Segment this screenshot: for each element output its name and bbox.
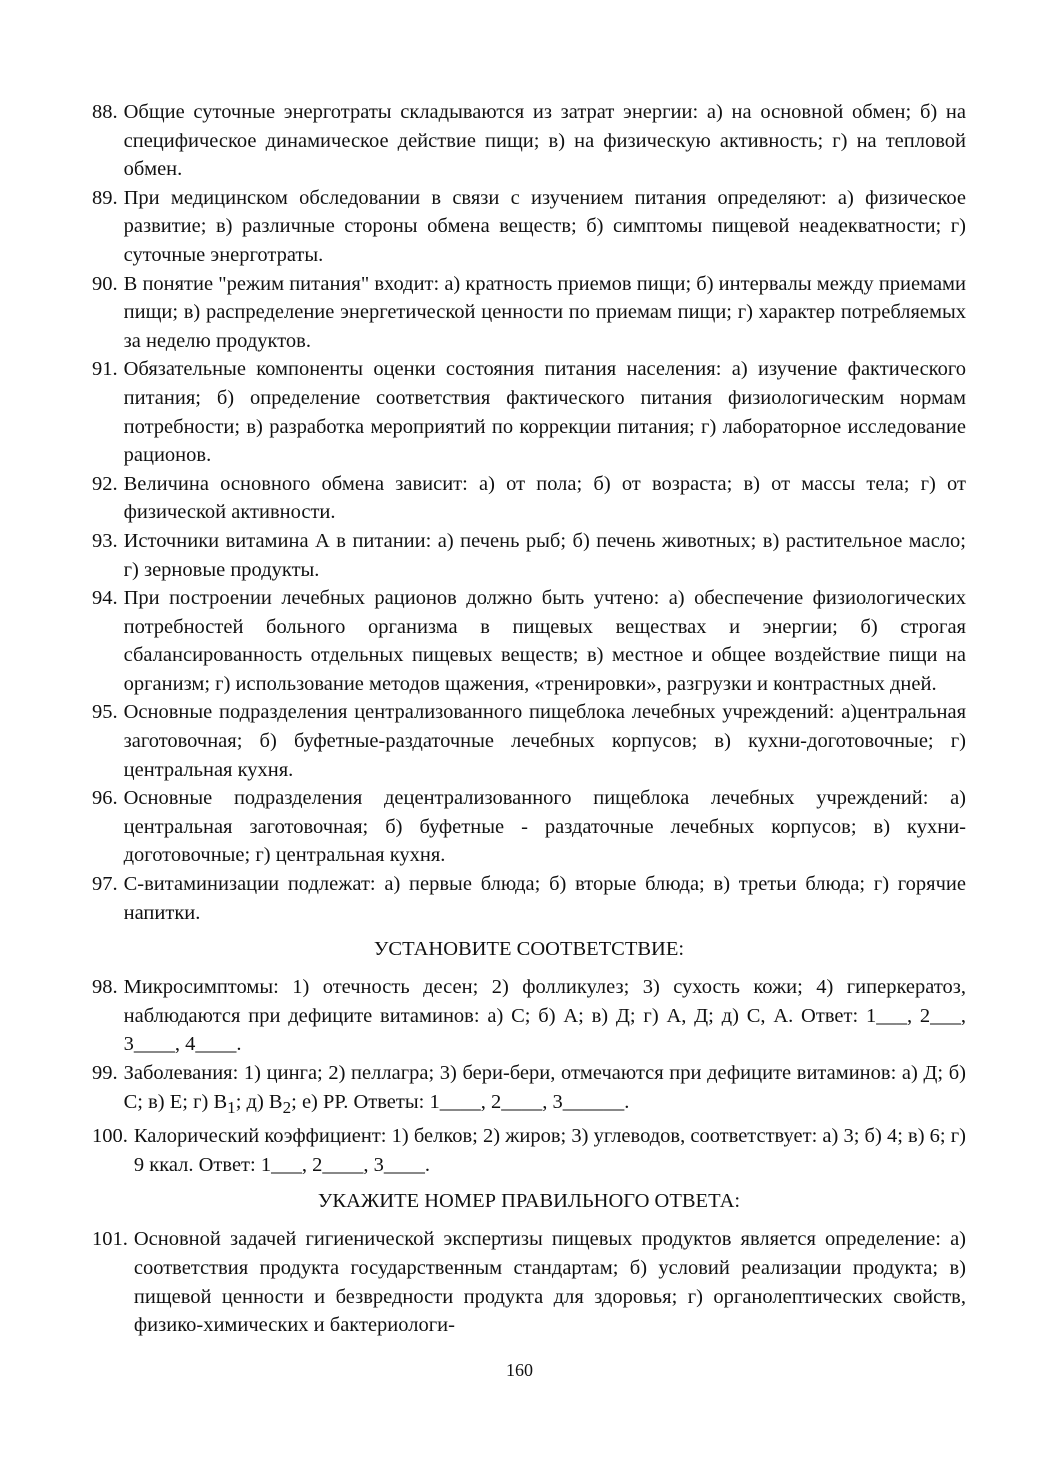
question-94 <box>92 584 966 698</box>
question-text: Микросимптомы: 1) отечность десен; 2) фолликулез; 3) сухость кожи; 4) гиперкератоз, наблюдаются при дефиците витаминов: а) С; б) А; в) Д; г) А, Д; д) С, А. Ответ: 1___, 2___, 3____, 4____. <box>123 976 966 1056</box>
question-text: Калорический коэффициент: 1) белков; 2) жиров; 3) углеводов, соответствует: а) 3; б) 4; в) 6; г) 9 ккал. Ответ: 1___, 2____, 3____. <box>133 1125 966 1176</box>
question-number: 99. <box>92 1062 118 1084</box>
question-text: С-витаминизации подлежат: а) первые блюда; б) вторые блюда; в) третьи блюда; г) горячие напитки. <box>123 873 966 924</box>
question-93 <box>92 527 966 584</box>
question-number: 91. <box>92 358 118 381</box>
question-number: 93. <box>92 529 118 552</box>
question-97 <box>92 870 966 927</box>
question-number: 95. <box>92 701 118 724</box>
question-text-part: ; е) РР. Ответы: 1____, 2____, 3______. <box>291 1090 630 1113</box>
question-number: 89. <box>92 186 118 209</box>
question-number: 94. <box>92 587 118 610</box>
question-100 <box>92 1122 966 1179</box>
question-text: Источники витамина А в питании: а) печень рыб; б) печень животных; в) растительное масло; г) зерновые продукты. <box>123 529 966 581</box>
question-text <box>124 1059 966 1122</box>
question-text: Основные подразделения децентрализованного пищеблока лечебных учреждений: а) центральная заготовочная; б) буфетные - раздаточные лечебных корпусов; в) кухни-доготовочные; г) центральная кухня. <box>123 787 966 867</box>
question-91 <box>92 355 966 469</box>
question-90 <box>92 270 966 356</box>
subscript: 1 <box>227 1097 236 1117</box>
question-text-part: ; д) В <box>235 1090 283 1113</box>
question-text: Основные подразделения централизованного пищеблока лечебных учреждений: а)центральная заготовочная; б) буфетные-раздаточные лечебных корпусов; в) кухни-доготовочные; г) центральная кухня. <box>123 701 966 781</box>
question-99 <box>92 1059 966 1122</box>
question-96 <box>92 784 966 870</box>
question-number: 88. <box>92 101 118 123</box>
page-number: 160 <box>506 1360 533 1380</box>
question-92 <box>92 470 966 527</box>
question-101 <box>92 1225 966 1339</box>
question-number: 96. <box>92 787 118 810</box>
question-text: В понятие "режим питания" входит: а) кратность приемов пищи; б) интервалы между приемами пищи; в) распределение энергетической ценности по приемам пищи; г) характер потребляемых за неделю продуктов. <box>123 272 966 352</box>
question-number: 101. <box>92 1228 128 1251</box>
question-text: Обязательные компоненты оценки состояния питания населения: а) изучение фактического питания; б) определение соответствия фактического питания физиологическим нормам потребности; в) разработка мероприятий по коррекции питания; г) лабораторное исследование рационов. <box>123 358 966 467</box>
question-number: 97. <box>92 873 118 896</box>
question-98 <box>92 973 966 1059</box>
question-text-part: Заболевания: 1) цинга; 2) пеллагра; 3) бери-бери, отмечаются при дефиците витаминов: а) Д; б) С; в) Е; г) В <box>123 1062 966 1113</box>
question-95 <box>92 698 966 784</box>
question-number: 100. <box>92 1125 128 1148</box>
question-88 <box>92 98 966 184</box>
question-text: Общие суточные энерготраты складываются из затрат энергии: а) на основной обмен; б) на специфическое динамическое действие пищи; в) на физическую активность; г) на тепловой обмен. <box>123 101 966 181</box>
question-text: Величина основного обмена зависит: а) от пола; б) от возраста; в) от массы тела; г) от физической активности. <box>123 472 966 524</box>
question-text: При построении лечебных рационов должно быть учтено: а) обеспечение физиологических потребностей больного организма в пищевых веществах и энергии; б) строгая сбалансированность отдельных пищевых веществ; в) местное и общее воздействие пищи на организм; г) использование методов щажения, «тренировки», разгрузки и контрастных дней. <box>123 587 966 695</box>
section-heading-answer: УКАЖИТЕ НОМЕР ПРАВИЛЬНОГО ОТВЕТА: <box>317 1190 741 1213</box>
question-text: При медицинском обследовании в связи с изучением питания определяют: а) физическое развитие; в) различные стороны обмена веществ; б) симптомы пищевой неадекватности; г) суточные энерготраты. <box>123 186 966 266</box>
question-number: 90. <box>92 272 118 295</box>
question-text: Основной задачей гигиенической экспертизы пищевых продуктов является определение: а) соответствия продукта государственным стандартам; б) условий реализации продукта; в) пищевой ценности и безвредности продукта для здоровья; г) органолептических свойств, физико-химических и бактериологи- <box>133 1228 966 1337</box>
subscript: 2 <box>282 1097 292 1117</box>
question-number: 98. <box>92 976 118 999</box>
page-content <box>92 98 966 1340</box>
section-heading-match: УСТАНОВИТЕ СООТВЕТСТВИЕ: <box>373 938 685 961</box>
question-number: 92. <box>92 472 118 495</box>
question-89 <box>92 184 966 270</box>
